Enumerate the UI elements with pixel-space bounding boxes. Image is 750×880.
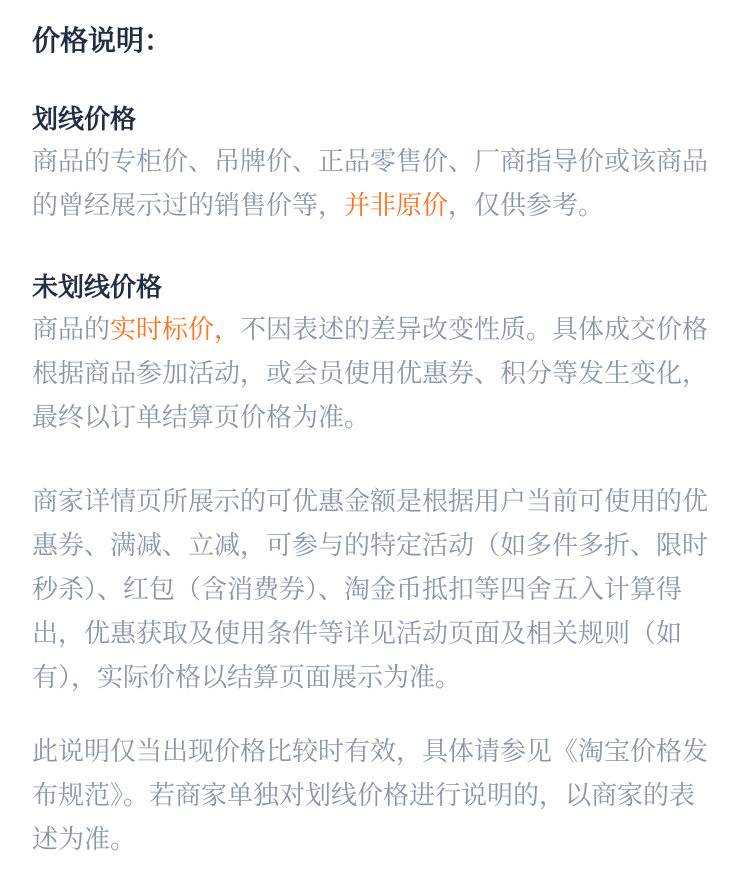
section-paragraph — [32, 729, 718, 861]
section-paragraph — [32, 479, 718, 699]
section-heading: 划线价格 — [32, 104, 137, 134]
notice-section — [32, 479, 718, 699]
highlighted-text-run: 实时标价， — [110, 314, 241, 344]
section-paragraph — [32, 307, 718, 439]
text-run: 商家详情页所展示的可优惠金额是根据用户当前可使用的优惠券、满减、立减，可参与的特定活动（如多件多折、限时秒杀）、红包（含消费券）、淘金币抵扣等四舍五入计算得出，优惠获取及使用条件等详见活动页面及相关规则（如有），实际价格以结算页面展示为准。 — [32, 486, 709, 692]
section-heading: 未划线价格 — [32, 272, 163, 302]
text-run: 不因表述的差异改变性质。具体成交价格根据商品参加活动，或会员使用优惠券、积分等发生变化，最终以订单结算页价格为准。 — [32, 314, 709, 432]
notice-section — [32, 729, 718, 861]
page-title: 价格说明： — [32, 25, 173, 56]
section-paragraph — [32, 139, 718, 227]
notice-section — [32, 99, 718, 227]
text-run: ，仅供参考。 — [448, 190, 605, 220]
text-run: 此说明仅当出现价格比较时有效，具体请参见《淘宝价格发布规范》。若商家单独对划线价格进行说明的，以商家的表述为准。 — [32, 736, 709, 854]
notice-sections — [32, 99, 718, 861]
text-run: 商品的专柜价、吊牌价、正品零售价、厂商指导价或该商品的曾经展示过的销售价等， — [32, 146, 709, 220]
highlighted-text-run: 并非原价 — [344, 190, 449, 220]
text-run: 商品的 — [32, 314, 111, 344]
notice-section — [32, 267, 718, 439]
